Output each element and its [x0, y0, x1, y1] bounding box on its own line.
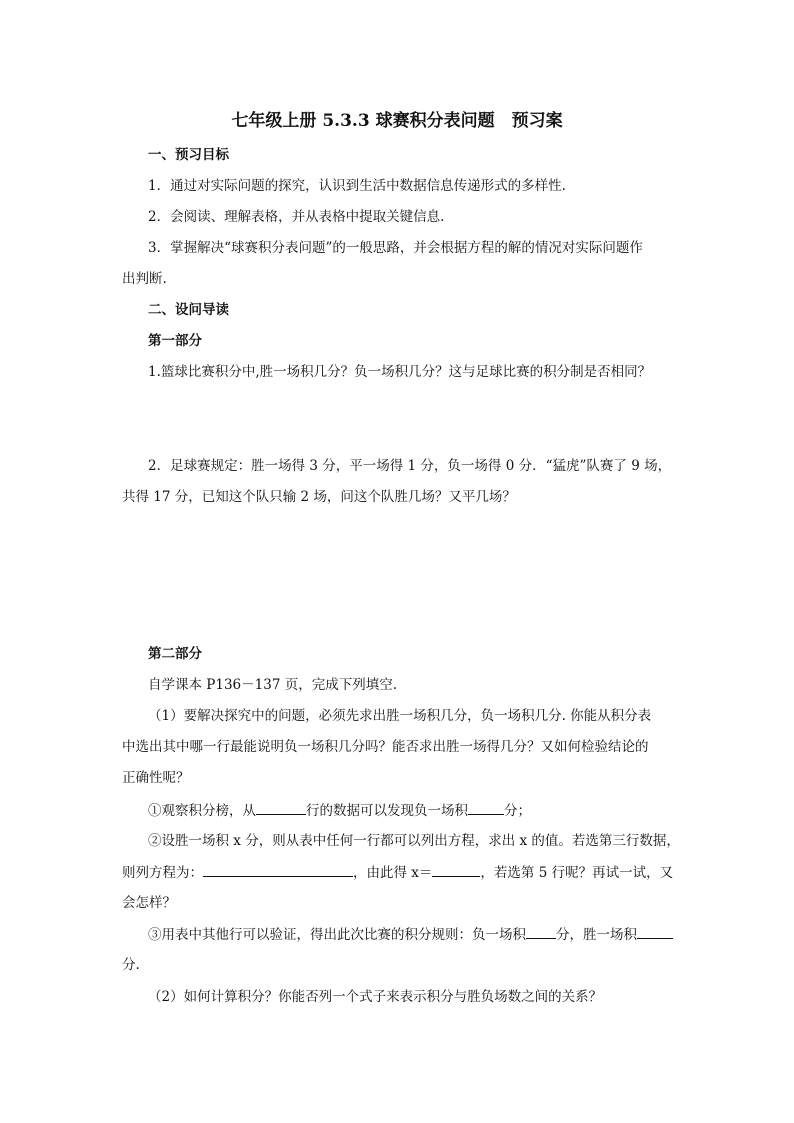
step-2-text-a: 则列方程为： [122, 865, 203, 881]
fill-blank-row[interactable] [256, 800, 306, 815]
section-heading-guide: 二、设问导读 [148, 302, 229, 318]
goal-2: 2．会阅读、理解表格，并从表格中提取关键信息. [148, 209, 445, 225]
step-3-line-2: 分. [122, 957, 140, 973]
step-3-text-b: 分，胜一场积 [556, 927, 637, 943]
fill-blank-x-value[interactable] [432, 862, 480, 877]
goal-3-line-2: 出判断. [122, 271, 167, 287]
fill-blank-loss-points[interactable] [468, 800, 504, 815]
section-heading-goals: 一、预习目标 [148, 147, 229, 163]
step-1-text-a: ①观察积分榜，从 [148, 803, 256, 819]
step-2-text-c: ，若选第 5 行呢？再试一试，又 [480, 865, 674, 881]
problem-1-line-2: 中选出其中哪一行最能说明负一场积几分吗？能否求出胜一场得几分？又如何检验结论的 [122, 739, 649, 755]
question-2-line-1: 2．足球赛规定：胜一场得 3 分，平一场得 1 分，负一场得 0 分．“猛虎”队赛了 9 场， [148, 458, 672, 474]
fill-blank-equation[interactable] [203, 862, 353, 877]
goal-1: 1．通过对实际问题的探究，认识到生活中数据信息传递形式的多样性. [148, 178, 566, 194]
self-study-intro: 自学课本 P136－137 页，完成下列填空. [148, 677, 397, 693]
fill-blank-loss-score[interactable] [526, 924, 556, 939]
step-2-text-b: ，由此得 x＝ [353, 865, 433, 881]
step-1-text-c: 分； [504, 803, 531, 819]
part-2-heading: 第二部分 [148, 646, 202, 662]
step-1-text-b: 行的数据可以发现负一场积 [306, 803, 468, 819]
document-title: 七年级上册 5.3.3 球赛积分表问题 预习案 [231, 111, 563, 131]
step-3-text-a: ③用表中其他行可以验证，得出此次比赛的积分规则：负一场积 [148, 927, 526, 943]
step-2-line-1: ②设胜一场积 x 分，则从表中任何一行都可以列出方程，求出 x 的值。若选第三行数据， [148, 833, 680, 849]
problem-1-line-1: （1）要解决探究中的问题，必须先求出胜一场积几分，负一场积几分. 你能从积分表 [148, 708, 652, 724]
question-1: 1.篮球比赛积分中,胜一场积几分？负一场积几分？这与足球比赛的积分制是否相同？ [148, 364, 652, 380]
fill-blank-win-score[interactable] [637, 924, 673, 939]
goal-3-line-1: 3．掌握解决“球赛积分表问题”的一般思路，并会根据方程的解的情况对实际问题作 [148, 240, 643, 256]
part-1-heading: 第一部分 [148, 333, 202, 349]
step-2-line-3: 会怎样？ [122, 895, 176, 911]
problem-1-line-3: 正确性呢？ [122, 770, 190, 786]
question-2-line-2: 共得 17 分，已知这个队只输 2 场，问这个队胜几场？又平几场？ [122, 489, 516, 505]
step-2-line-2 [122, 862, 674, 883]
problem-2: （2）如何计算积分？你能否列一个式子来表示积分与胜负场数之间的关系？ [148, 989, 603, 1005]
step-3-line-1 [148, 924, 678, 945]
step-1 [148, 800, 678, 821]
